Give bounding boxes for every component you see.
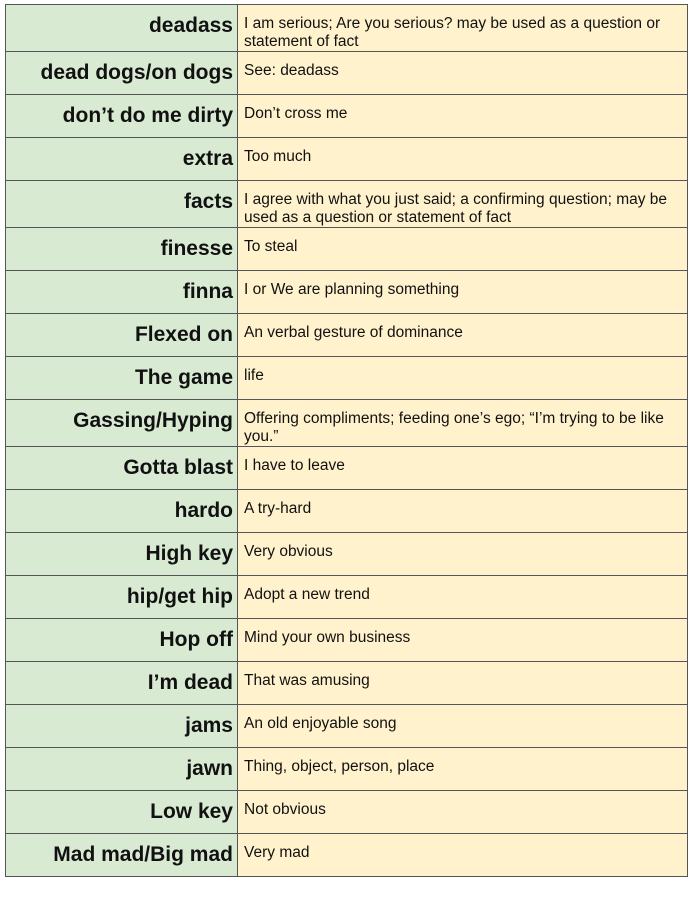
slang-term: hardo	[6, 490, 238, 533]
table-row	[6, 95, 688, 138]
table-row	[6, 271, 688, 314]
table-row	[6, 314, 688, 357]
table-row	[6, 228, 688, 271]
slang-definition: Adopt a new trend	[238, 576, 688, 619]
slang-term: hip/get hip	[6, 576, 238, 619]
slang-term: finesse	[6, 228, 238, 271]
table-row	[6, 400, 688, 447]
slang-definition: I agree with what you just said; a confirming question; may be used as a question or statement of fact	[238, 181, 688, 228]
slang-term: deadass	[6, 5, 238, 52]
slang-definition: Very mad	[238, 834, 688, 877]
table-row	[6, 52, 688, 95]
slang-term: Gotta blast	[6, 447, 238, 490]
slang-term: High key	[6, 533, 238, 576]
slang-term: Gassing/Hyping	[6, 400, 238, 447]
slang-definition: An verbal gesture of dominance	[238, 314, 688, 357]
slang-term: Flexed on	[6, 314, 238, 357]
table-row	[6, 662, 688, 705]
slang-definition: Offering compliments; feeding one’s ego; “I’m trying to be like you.”	[238, 400, 688, 447]
table-row	[6, 705, 688, 748]
slang-term: Mad mad/Big mad	[6, 834, 238, 877]
slang-definition: life	[238, 357, 688, 400]
table-row	[6, 357, 688, 400]
table-row	[6, 576, 688, 619]
slang-term: extra	[6, 138, 238, 181]
slang-definition: See: deadass	[238, 52, 688, 95]
slang-definition: Mind your own business	[238, 619, 688, 662]
slang-term: Hop off	[6, 619, 238, 662]
table-row	[6, 5, 688, 52]
slang-term: finna	[6, 271, 238, 314]
slang-glossary-table	[5, 4, 688, 877]
slang-term: jawn	[6, 748, 238, 791]
slang-definition: Thing, object, person, place	[238, 748, 688, 791]
table-row	[6, 619, 688, 662]
table-row	[6, 138, 688, 181]
slang-definition: To steal	[238, 228, 688, 271]
table-row	[6, 834, 688, 877]
slang-term: jams	[6, 705, 238, 748]
slang-definition: Too much	[238, 138, 688, 181]
slang-definition: Very obvious	[238, 533, 688, 576]
table-row	[6, 791, 688, 834]
table-row	[6, 533, 688, 576]
slang-definition: I have to leave	[238, 447, 688, 490]
slang-definition: That was amusing	[238, 662, 688, 705]
table-row	[6, 447, 688, 490]
table-row	[6, 490, 688, 533]
slang-term: Low key	[6, 791, 238, 834]
slang-definition: Don’t cross me	[238, 95, 688, 138]
table-row	[6, 181, 688, 228]
slang-definition: A try-hard	[238, 490, 688, 533]
slang-definition: I am serious; Are you serious? may be used as a question or statement of fact	[238, 5, 688, 52]
slang-term: facts	[6, 181, 238, 228]
table-row	[6, 748, 688, 791]
slang-term: don’t do me dirty	[6, 95, 238, 138]
slang-term: dead dogs/on dogs	[6, 52, 238, 95]
slang-term: I’m dead	[6, 662, 238, 705]
slang-definition: Not obvious	[238, 791, 688, 834]
slang-definition: I or We are planning something	[238, 271, 688, 314]
slang-definition: An old enjoyable song	[238, 705, 688, 748]
glossary-body	[6, 5, 688, 877]
slang-term: The game	[6, 357, 238, 400]
